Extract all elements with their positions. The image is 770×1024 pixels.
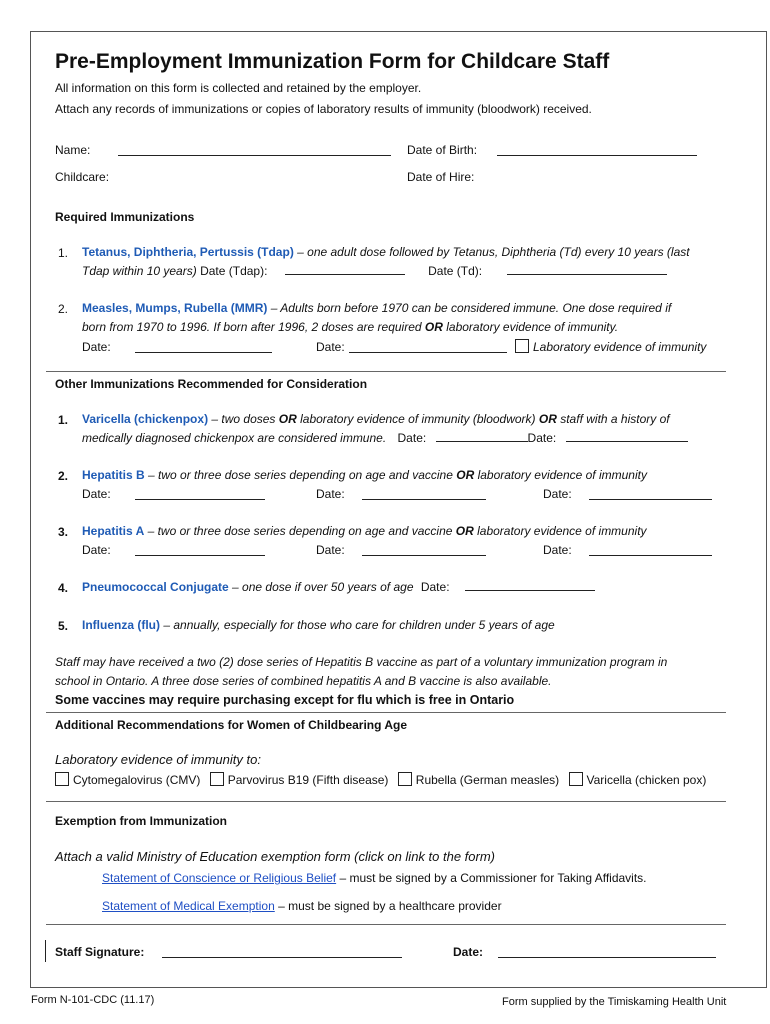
required-heading: Required Immunizations (55, 210, 195, 224)
hepa-date3-label: Date: (543, 543, 572, 557)
hepa-date2-field[interactable] (362, 545, 486, 556)
exemption-item-1 (90, 871, 647, 885)
mmr-date1-field[interactable] (135, 342, 272, 353)
hepa-date2-label: Date: (316, 543, 345, 557)
divider (46, 801, 726, 802)
hepa-name: Hepatitis A (82, 524, 145, 538)
hepb-desc: – two or three dose series depending on age and vaccine (144, 468, 457, 482)
divider (46, 712, 726, 713)
pneumo-date-field[interactable] (465, 580, 595, 591)
medical-exemption-text: – must be signed by a healthcare provider (274, 899, 502, 913)
varicella-desc: staff with a history of (556, 412, 670, 426)
medical-exemption-link[interactable]: Statement of Medical Exemption (102, 899, 275, 913)
hepb-date2-label: Date: (316, 487, 345, 501)
page-title: Pre-Employment Immunization Form for Childcare Staff (55, 50, 610, 73)
varicella-date2-field[interactable] (566, 431, 688, 442)
item-number: 2. (58, 469, 69, 483)
hepb-date3-field[interactable] (589, 489, 712, 500)
exemption-item-2 (90, 899, 502, 913)
varicella-name: Varicella (chickenpox) (82, 412, 209, 426)
item-number: 2. (58, 302, 69, 316)
purchase-note: Some vaccines may require purchasing except for flu which is free in Ontario (55, 693, 515, 707)
women-heading: Additional Recommendations for Women of Childbearing Age (55, 718, 408, 732)
or-text: OR (456, 468, 475, 482)
women-lab-label: Laboratory evidence of immunity to: (55, 752, 261, 767)
mmr-desc-b: One dose required if (559, 301, 672, 315)
tdap-text (82, 243, 690, 281)
mmr-lab-checkbox-row (515, 339, 706, 354)
cmv-checkbox[interactable] (55, 772, 69, 786)
pneumo-text (82, 578, 595, 597)
signature-date-label: Date: (453, 945, 484, 959)
or-text: OR (538, 412, 557, 426)
intro-line-1: All information on this form is collected and retained by the employer. (55, 81, 422, 95)
pneumo-desc: – one dose if over 50 years of age (228, 580, 414, 594)
dob-label: Date of Birth: (407, 143, 478, 157)
note-line-1: Staff may have received a two (2) dose series of Hepatitis B vaccine as part of a voluntary immunization program in (55, 655, 668, 669)
divider (46, 371, 726, 372)
form-border (30, 31, 767, 988)
varicella-date1-field[interactable] (436, 431, 528, 442)
varicella-label: Varicella (chicken pox) (586, 773, 707, 787)
varicella-desc-2: medically diagnosed chickenpox are considered immune. (82, 431, 387, 445)
or-text: OR (455, 524, 474, 538)
hepb-text (82, 466, 647, 485)
mmr-name: Measles, Mumps, Rubella (MMR) (82, 301, 268, 315)
conscience-text: – must be signed by a Commissioner for Taking Affidavits. (336, 871, 647, 885)
parvovirus-label: Parvovirus B19 (Fifth disease) (227, 773, 389, 787)
form-number: Form N-101-CDC (11.17) (31, 994, 155, 1006)
parvovirus-checkbox[interactable] (210, 772, 224, 786)
rubella-label: Rubella (German measles) (415, 773, 560, 787)
supplier-note: Form supplied by the Timiskaming Health Unit (502, 996, 727, 1008)
intro-line-2: Attach any records of immunizations or copies of laboratory results of immunity (bloodwork) received. (55, 102, 592, 116)
tdap-date-field[interactable] (285, 264, 405, 275)
mmr-desc: – Adults born before 1970 can be considered immune. (267, 301, 560, 315)
varicella-date2-label: Date: (527, 431, 557, 445)
tdap-desc: – one adult dose followed by Tetanus, Diphtheria (Td) every 10 years (last (293, 245, 690, 259)
varicella-checkbox[interactable] (569, 772, 583, 786)
hire-label: Date of Hire: (407, 170, 475, 184)
item-number: 1. (58, 246, 69, 260)
conscience-link[interactable]: Statement of Conscience or Religious Belief (102, 871, 337, 885)
item-number: 4. (58, 581, 69, 595)
flu-text (82, 616, 555, 635)
or-text: OR (278, 412, 297, 426)
flu-name: Influenza (flu) (82, 618, 160, 632)
td-date-label: Date (Td): (428, 264, 483, 278)
item-number: 1. (58, 413, 69, 427)
td-date-field[interactable] (507, 264, 667, 275)
hepa-desc: – two or three dose series depending on age and vaccine (144, 524, 456, 538)
varicella-text (82, 410, 688, 448)
women-options (55, 772, 706, 787)
pneumo-date-label: Date: (420, 580, 450, 594)
tdap-name: Tetanus, Diphtheria, Pertussis (Tdap) (82, 245, 294, 259)
hepa-text (82, 522, 647, 541)
cmv-label: Cytomegalovirus (CMV) (73, 773, 201, 787)
varicella-desc: laboratory evidence of immunity (bloodwork) (296, 412, 539, 426)
mmr-lab-label: Laboratory evidence of immunity (533, 340, 707, 354)
item-number: 5. (58, 619, 69, 633)
mmr-date2-label: Date: (316, 340, 345, 354)
hepa-date1-field[interactable] (135, 545, 265, 556)
cursor-mark (45, 940, 46, 962)
signature-date-field[interactable] (498, 947, 716, 958)
name-label: Name: (55, 143, 91, 157)
hepb-desc: laboratory evidence of immunity (474, 468, 647, 482)
staff-signature-field[interactable] (162, 947, 402, 958)
mmr-desc-3: laboratory evidence of immunity. (442, 320, 619, 334)
hepb-date1-label: Date: (82, 487, 111, 501)
flu-desc: – annually, especially for those who care for children under 5 years of age (160, 618, 555, 632)
varicella-date1-label: Date: (397, 431, 427, 445)
hepb-date1-field[interactable] (135, 489, 265, 500)
hepb-date3-label: Date: (543, 487, 572, 501)
name-field[interactable] (118, 145, 391, 156)
hepa-date3-field[interactable] (589, 545, 712, 556)
varicella-desc: – two doses (208, 412, 279, 426)
mmr-lab-checkbox[interactable] (515, 339, 529, 353)
rubella-checkbox[interactable] (398, 772, 412, 786)
exemption-heading: Exemption from Immunization (55, 814, 228, 828)
mmr-text (82, 299, 671, 337)
mmr-date2-field[interactable] (349, 342, 507, 353)
other-heading: Other Immunizations Recommended for Consideration (55, 377, 368, 391)
tdap-desc-2: Tdap within 10 years) (82, 264, 197, 278)
dob-field[interactable] (497, 145, 697, 156)
childcare-label: Childcare: (55, 170, 110, 184)
tdap-date-label: Date (Tdap): (200, 264, 268, 278)
hepa-date1-label: Date: (82, 543, 111, 557)
hepb-date2-field[interactable] (362, 489, 486, 500)
staff-signature-label: Staff Signature: (55, 945, 145, 959)
or-text: OR (424, 320, 443, 334)
hepb-name: Hepatitis B (82, 468, 145, 482)
exemption-instruction: Attach a valid Ministry of Education exemption form (click on link to the form) (55, 849, 496, 864)
divider (46, 924, 726, 925)
item-number: 3. (58, 525, 69, 539)
hepa-desc: laboratory evidence of immunity (473, 524, 647, 538)
mmr-desc-2: born from 1970 to 1996. If born after 1996, 2 doses are required (82, 320, 425, 334)
note-line-2: school in Ontario. A three dose series of combined hepatitis A and B vaccine is also available. (55, 674, 552, 688)
pneumo-name: Pneumococcal Conjugate (82, 580, 229, 594)
mmr-date1-label: Date: (82, 340, 111, 354)
